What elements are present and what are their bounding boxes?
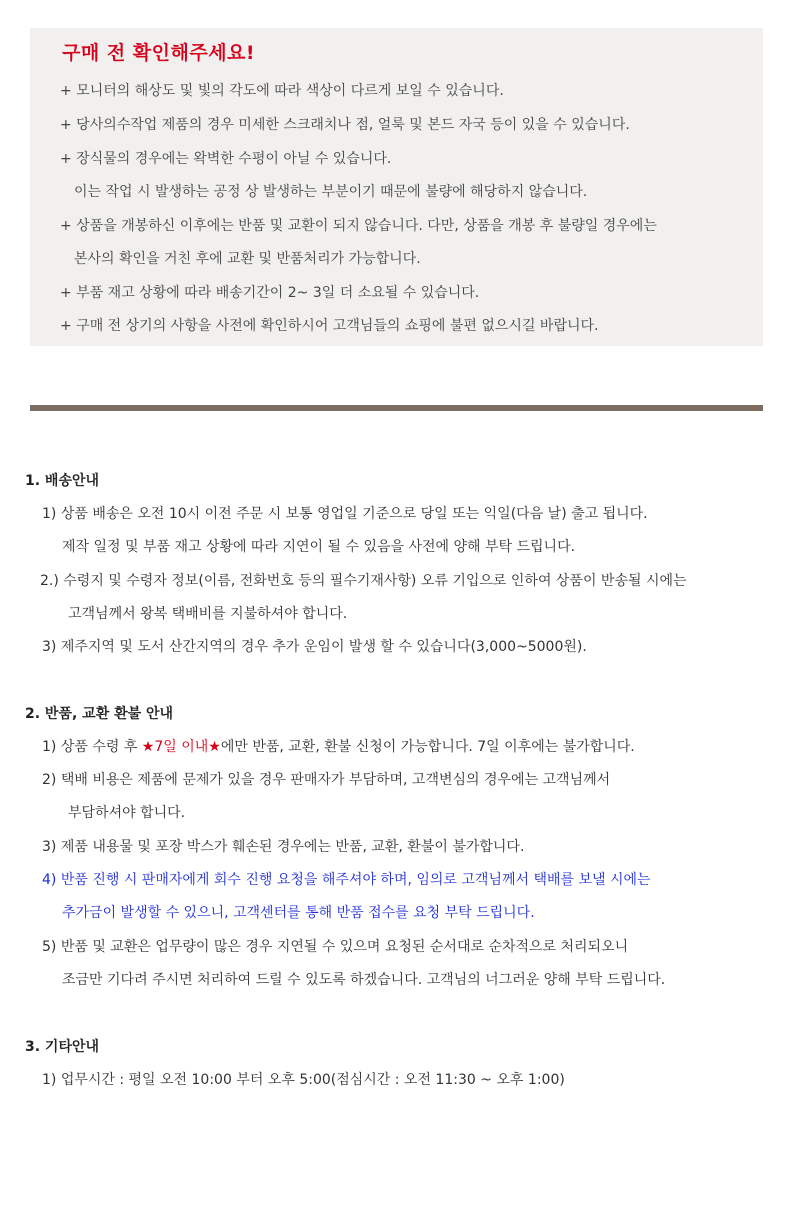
returns-line: 2) 택배 비용은 제품에 문제가 있을 경우 판매자가 부담하며, 고객변심의 경우에는 고객님께서: [42, 772, 611, 788]
notice-line: + 모니터의 해상도 및 빛의 각도에 따라 색상이 다르게 보일 수 있습니다.: [60, 83, 504, 99]
shipping-section-title: 1. 배송안내: [25, 473, 100, 489]
returns-line: 5) 반품 및 교환은 업무량이 많은 경우 지연될 수 있으며 요청된 순서대로 순차적으로 처리되오니: [42, 939, 629, 955]
notice-line: + 당사의수작업 제품의 경우 미세한 스크래치나 점, 얼룩 및 본드 자국 등이 있을 수 있습니다.: [60, 117, 630, 133]
return-period-highlight: ★7일 이내★: [141, 739, 221, 755]
notice-line: + 상품을 개봉하신 이후에는 반품 및 교환이 되지 않습니다. 다만, 상품을 개봉 후 불량일 경우에는: [60, 218, 657, 234]
returns-line: 부담하셔야 합니다.: [68, 805, 186, 821]
returns-section-title: 2. 반품, 교환 환불 안내: [25, 706, 174, 722]
shipping-line: 2.) 수령지 및 수령자 정보(이름, 전화번호 등의 필수기재사항) 오류 기입으로 인하여 상품이 반송될 시에는: [40, 573, 687, 589]
notice-line: 본사의 확인을 거친 후에 교환 및 반품처리가 가능합니다.: [74, 251, 421, 267]
returns-line: 3) 제품 내용물 및 포장 박스가 훼손된 경우에는 반품, 교환, 환불이 불가합니다.: [42, 839, 525, 855]
notice-line: + 구매 전 상기의 사항을 사전에 확인하시어 고객님들의 쇼핑에 불편 없으시길 바랍니다.: [60, 318, 599, 334]
shipping-line: 고객님께서 왕복 택배비를 지불하셔야 합니다.: [68, 606, 348, 622]
returns-line-blue: 4) 반품 진행 시 판매자에게 회수 진행 요청을 해주셔야 하며, 임의로 고객님께서 택배를 보낼 시에는: [42, 872, 651, 888]
notice-line: + 부품 재고 상황에 따라 배송기간이 2~ 3일 더 소요될 수 있습니다.: [60, 285, 480, 301]
returns-line-1-post: 에만 반품, 교환, 환불 신청이 가능합니다. 7일 이후에는 불가합니다.: [220, 739, 635, 755]
notice-title: 구매 전 확인해주세요!: [62, 42, 256, 64]
notice-line: + 장식물의 경우에는 왁벽한 수평이 아닐 수 있습니다.: [60, 151, 392, 167]
etc-line: 1) 업무시간 : 평일 오전 10:00 부터 오후 5:00(점심시간 : 오전 11:30 ~ 오후 1:00): [42, 1072, 565, 1088]
returns-line-blue: 추가금이 발생할 수 있으니, 고객센터를 통해 반품 접수를 요청 부탁 드립니다.: [62, 905, 535, 921]
returns-line: 조금만 기다려 주시면 처리하여 드릴 수 있도록 하겠습니다. 고객님의 너그러운 양해 부탁 드립니다.: [62, 972, 666, 988]
returns-line-1: [42, 736, 635, 756]
etc-section-title: 3. 기타안내: [25, 1039, 100, 1055]
shipping-line: 1) 상품 배송은 오전 10시 이전 주문 시 보통 영업일 기준으로 당일 또는 익일(다음 날) 출고 됩니다.: [42, 506, 648, 522]
section-divider: [30, 405, 763, 411]
notice-box: [30, 28, 763, 346]
shipping-line: 3) 제주지역 및 도서 산간지역의 경우 추가 운임이 발생 할 수 있습니다(3,000~5000원).: [42, 639, 587, 655]
shipping-line: 제작 일정 및 부품 재고 상황에 따라 지연이 될 수 있음을 사전에 양해 부탁 드립니다.: [62, 539, 576, 555]
notice-line: 이는 작업 시 발생하는 공정 상 발생하는 부분이기 때문에 불량에 해당하지 않습니다.: [74, 184, 588, 200]
returns-line-1-pre: 1) 상품 수령 후: [42, 739, 142, 755]
